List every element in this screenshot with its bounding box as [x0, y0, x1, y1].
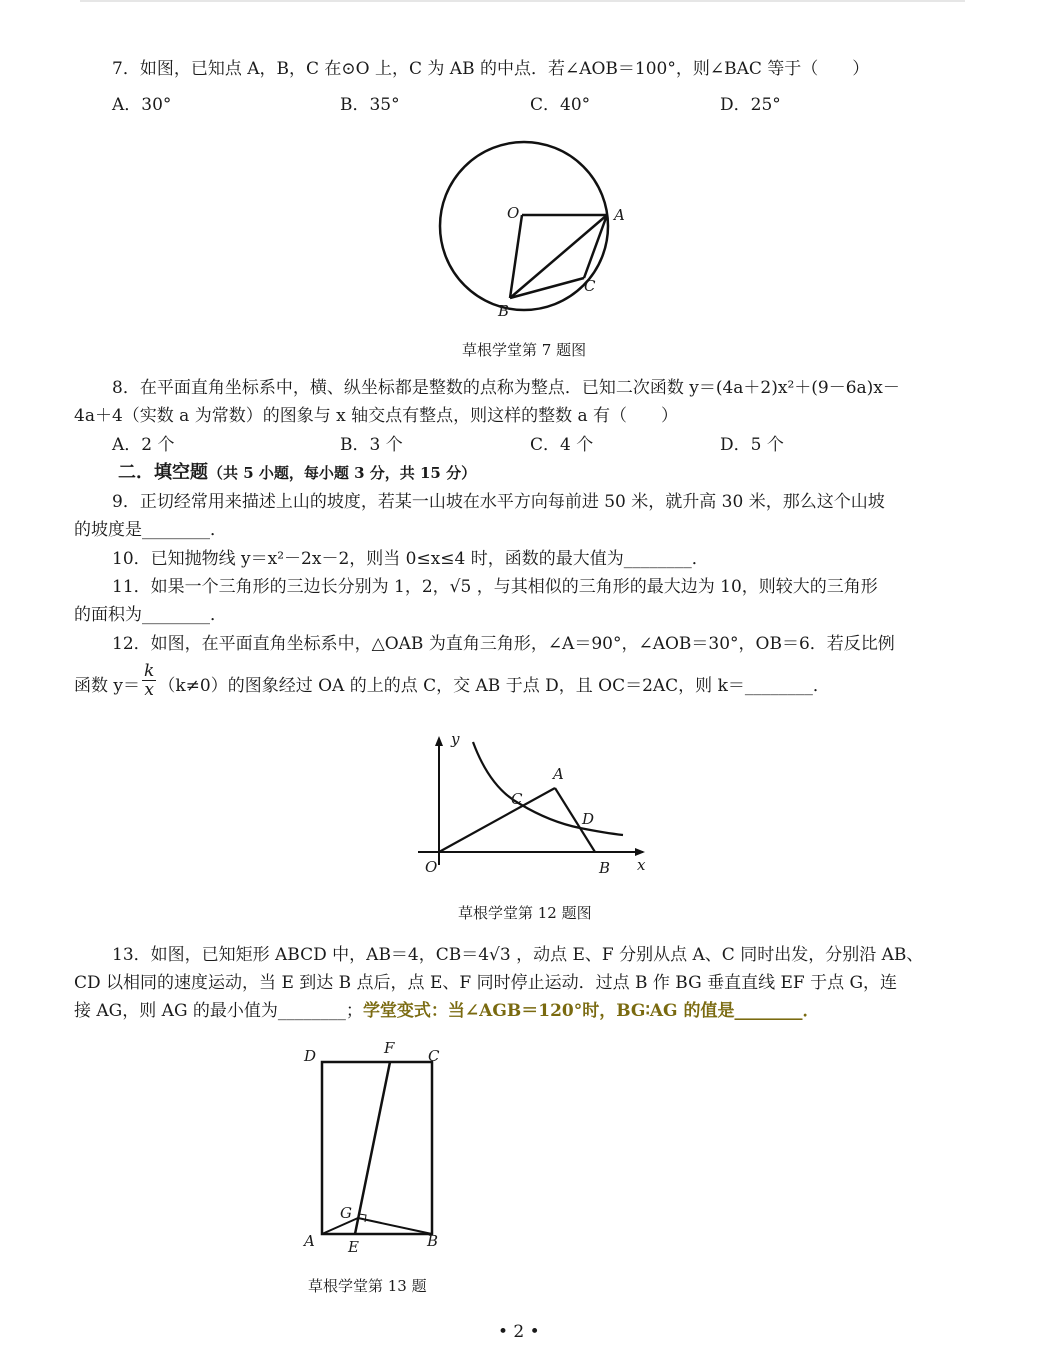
q12-caption: 草根学堂第 12 题图: [458, 904, 592, 922]
fraction-numerator: k: [144, 661, 155, 681]
label-b: B: [427, 1232, 439, 1250]
label-a: A: [553, 765, 564, 783]
q13-line1: 13．如图，已知矩形 ABCD 中，AB＝4，CB＝4√3 ，动点 E、F 分别从点 A、C 同时出发，分别沿 AB、: [112, 945, 924, 965]
q13-variant: 学堂变式：当∠AGB＝120°时，BG∶AG 的值是________．: [362, 1001, 820, 1021]
q7-circle-figure: [430, 140, 630, 330]
q12-line2: [74, 662, 830, 706]
label-x: x: [637, 856, 646, 874]
segment-oa: [439, 788, 555, 852]
label-c: C: [511, 790, 523, 808]
section-fill-in-title: [118, 461, 476, 485]
q8-option-a: A．2 个: [112, 435, 175, 455]
label-b: B: [599, 859, 611, 877]
y-axis-arrow: [435, 736, 443, 746]
segment-bg: [358, 1218, 432, 1234]
q12-coordinate-figure: [415, 730, 655, 880]
label-g: G: [340, 1204, 352, 1222]
label-o: O: [425, 858, 438, 876]
page-number: • 2 •: [498, 1322, 540, 1342]
top-rule: [80, 0, 965, 2]
label-a: A: [614, 206, 625, 224]
q13-rectangle-figure: [295, 1035, 455, 1260]
q13-line3-question: 接 AG，则 AG 的最小值为________；: [74, 1001, 363, 1021]
label-o: O: [507, 204, 520, 222]
q7-caption: 草根学堂第 7 题图: [462, 341, 587, 359]
q8-option-b: B．3 个: [340, 435, 403, 455]
q10-line1: 10．已知抛物线 y＝x²－2x－2，则当 0≤x≤4 时，函数的最大值为________．: [112, 549, 709, 569]
fraction-k-over-x: [142, 662, 156, 699]
label-c: C: [428, 1047, 440, 1065]
q8-option-d: D．5 个: [720, 435, 784, 455]
label-b: B: [498, 302, 510, 320]
label-d: D: [582, 810, 595, 828]
section-note: （共 5 小题，每小题 3 分，共 15 分）: [208, 464, 477, 482]
q13-line2: CD 以相同的速度运动，当 E 到达 B 点后，点 E、F 同时停止运动．过点 B 作 BG 垂直直线 EF 于点 G，连: [74, 973, 898, 993]
fraction-denominator: x: [144, 680, 154, 700]
label-e: E: [348, 1238, 359, 1256]
label-c: C: [584, 277, 596, 295]
q12-line2-post: （k≠0）的图象经过 OA 的上的点 C，交 AB 于点 D，且 OC＝2AC，则 k＝________．: [158, 676, 830, 696]
q9-line2: 的坡度是________．: [74, 520, 227, 540]
q11-line2: 的面积为________．: [74, 605, 227, 625]
q8-option-c: C．4 个: [530, 435, 594, 455]
q13-line3: [74, 999, 820, 1023]
q7-option-d: D．25°: [720, 95, 781, 115]
q12-line1: 12．如图，在平面直角坐标系中，△OAB 为直角三角形，∠A＝90°，∠AOB＝30°，OB＝6．若反比例: [112, 634, 895, 654]
q7-option-c: C．40°: [530, 95, 591, 115]
q8-line2: 4a＋4（实数 a 为常数）的图象与 x 轴交点有整点，则这样的整数 a 有（ ）: [74, 406, 679, 426]
label-f: F: [384, 1039, 395, 1057]
q12-line2-pre: 函数 y＝: [74, 676, 141, 696]
label-d: D: [304, 1047, 317, 1065]
label-y: y: [451, 730, 460, 748]
section-title: 二．填空题: [118, 462, 208, 483]
segment-ef: [355, 1062, 390, 1234]
segment-ob: [510, 215, 522, 298]
rectangle-abcd: [322, 1062, 432, 1234]
q11-line1: 11．如果一个三角形的三边长分别为 1，2，√5 ，与其相似的三角形的最大边为 10，则较大的三角形: [112, 577, 878, 597]
q7-option-a: A．30°: [112, 95, 172, 115]
q7-option-b: B．35°: [340, 95, 400, 115]
q9-line1: 9．正切经常用来描述上山的坡度，若某一山坡在水平方向每前进 50 米，就升高 30 米，那么这个山坡: [112, 492, 885, 512]
x-axis-arrow: [635, 848, 645, 856]
q13-caption: 草根学堂第 13 题: [308, 1277, 427, 1295]
q7-stem: 7．如图，已知点 A，B，C 在⊙O 上，C 为 AB 的中点．若∠AOB＝100°，则∠BAC 等于（ ）: [112, 59, 870, 79]
q8-line1: 8．在平面直角坐标系中，横、纵坐标都是整数的点称为整点．已知二次函数 y＝(4a＋2)x²＋(9－6a)x－: [112, 378, 900, 398]
label-a: A: [304, 1232, 315, 1250]
